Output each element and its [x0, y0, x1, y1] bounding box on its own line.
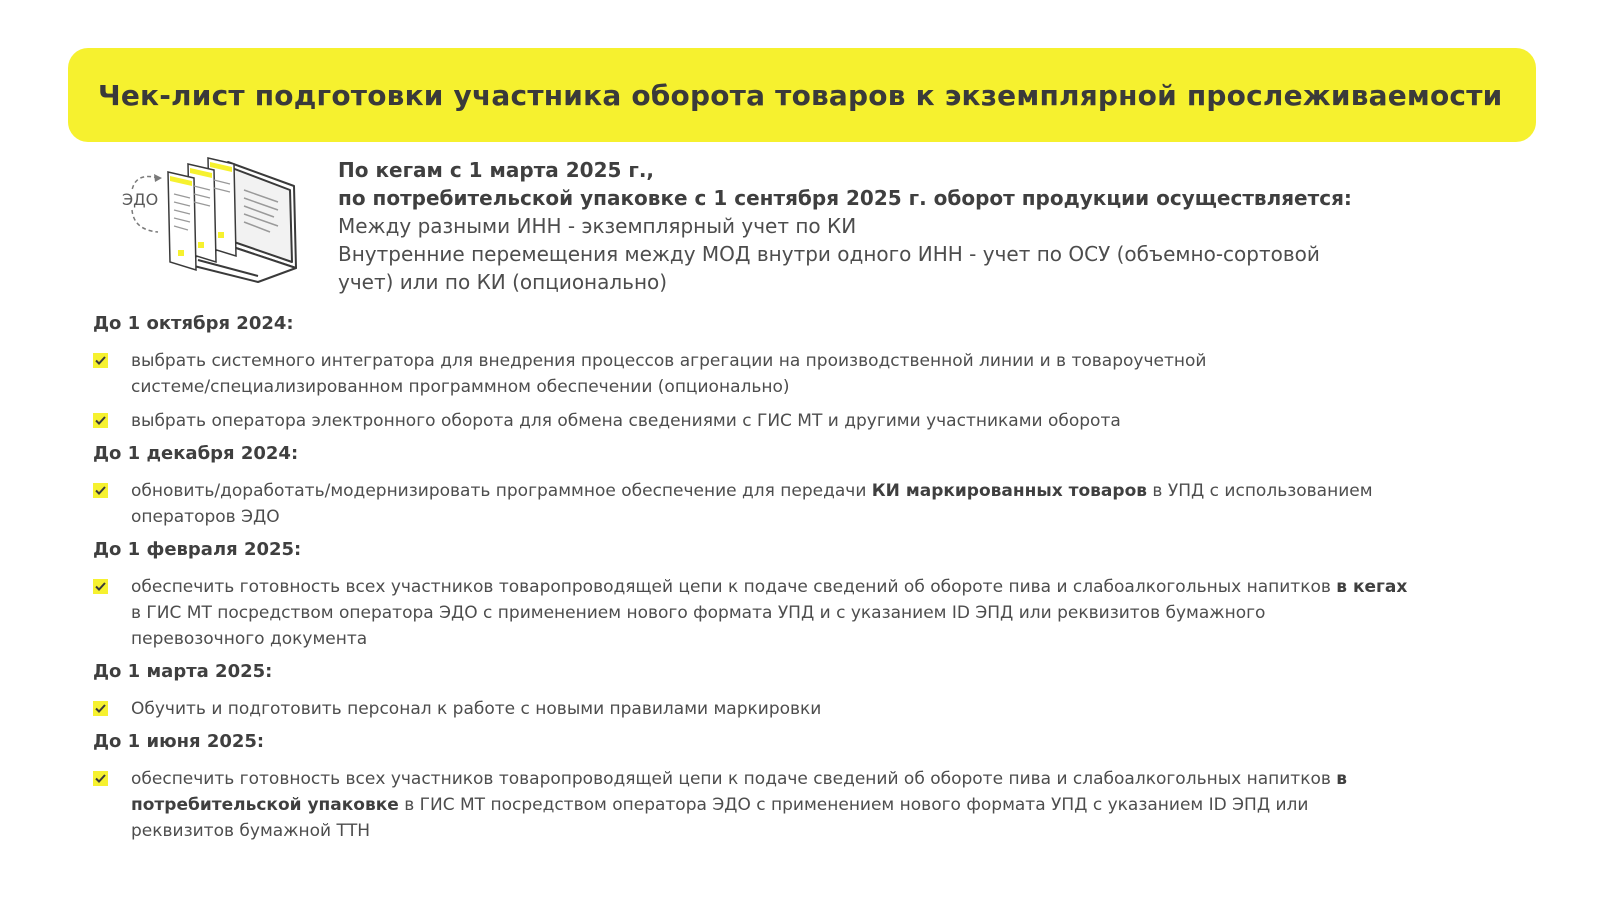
intro-line-3: Между разными ИНН - экземплярный учет по КИ: [338, 214, 857, 238]
item-line: [131, 478, 1538, 504]
list-item: [93, 766, 1538, 844]
section-heading: До 1 февраля 2025:: [93, 539, 302, 560]
item-line: [131, 766, 1538, 792]
checklist: [93, 312, 1538, 852]
page-title: Чек-лист подготовки участника оборота товаров к экземплярной прослеживаемости: [98, 78, 1503, 112]
checkbox-checked-icon: [93, 413, 108, 428]
section-mar-2025: [93, 660, 1538, 722]
item-line: [131, 792, 1538, 818]
list-item: [93, 408, 1538, 434]
intro-line-4a: Внутренние перемещения между МОД внутри одного ИНН - учет по ОСУ (объемно-сортовой: [338, 242, 1320, 266]
item-line: в ГИС МТ посредством оператора ЭДО с применением нового формата УПД и с указанием ID ЭПД или реквизитов бумажного: [131, 603, 1266, 623]
item-line: [131, 574, 1538, 600]
list-item: [93, 574, 1538, 652]
section-heading: До 1 марта 2025:: [93, 661, 273, 682]
item-line: выбрать оператора электронного оборота для обмена сведениями с ГИС МТ и другими участниками оборота: [131, 411, 1121, 431]
edo-label: ЭДО: [122, 190, 159, 209]
list-item: [93, 348, 1538, 400]
checkbox-checked-icon: [93, 353, 108, 368]
checkbox-checked-icon: [93, 701, 108, 716]
item-bold-text: в: [1336, 769, 1348, 789]
checkbox-checked-icon: [93, 579, 108, 594]
list-item: [93, 478, 1538, 530]
item-line: Обучить и подготовить персонал к работе с новыми правилами маркировки: [131, 699, 822, 719]
item-line: операторов ЭДО: [131, 507, 280, 527]
checkbox-checked-icon: [93, 771, 108, 786]
section-dec-2024: [93, 442, 1538, 530]
item-text: обновить/доработать/модернизировать программное обеспечение для передачи: [131, 481, 872, 501]
item-bold-text: в кегах: [1336, 577, 1408, 597]
title-banner: [68, 48, 1536, 142]
item-text: обеспечить готовность всех участников товаропроводящей цепи к подаче сведений об обороте пива и слабоалкогольных напитков: [131, 769, 1337, 789]
item-bold-text: КИ маркированных товаров: [871, 481, 1148, 501]
item-line: системе/специализированном программном обеспечении (опционально): [131, 377, 790, 397]
item-line: перевозочного документа: [131, 629, 368, 649]
section-heading: До 1 октября 2024:: [93, 313, 294, 334]
intro-line-4b: учет) или по КИ (опционально): [338, 270, 668, 294]
list-item: [93, 696, 1538, 722]
intro-line-2: по потребительской упаковке с 1 сентября 2025 г. оборот продукции осуществляется:: [338, 186, 1352, 210]
section-heading: До 1 июня 2025:: [93, 731, 265, 752]
item-line: выбрать системного интегратора для внедрения процессов агрегации на производственной линии и в товароучетной: [131, 351, 1207, 371]
intro-text: [338, 156, 1378, 296]
intro-line-1: По кегам с 1 марта 2025 г.,: [338, 158, 655, 182]
item-text: обеспечить готовность всех участников товаропроводящей цепи к подаче сведений об обороте пива и слабоалкогольных напитков: [131, 577, 1337, 597]
section-jun-2025: [93, 730, 1538, 844]
section-oct-2024: [93, 312, 1538, 434]
section-feb-2025: [93, 538, 1538, 652]
item-text: в УПД с использованием: [1147, 481, 1373, 501]
item-bold-text: потребительской упаковке: [131, 795, 399, 815]
item-text: в ГИС МТ посредством оператора ЭДО с применением нового формата УПД с указанием ID ЭПД или: [398, 795, 1309, 815]
item-line: реквизитов бумажной ТТН: [131, 821, 371, 841]
checkbox-checked-icon: [93, 483, 108, 498]
laptop-documents-icon: [118, 150, 318, 290]
section-heading: До 1 декабря 2024:: [93, 443, 299, 464]
